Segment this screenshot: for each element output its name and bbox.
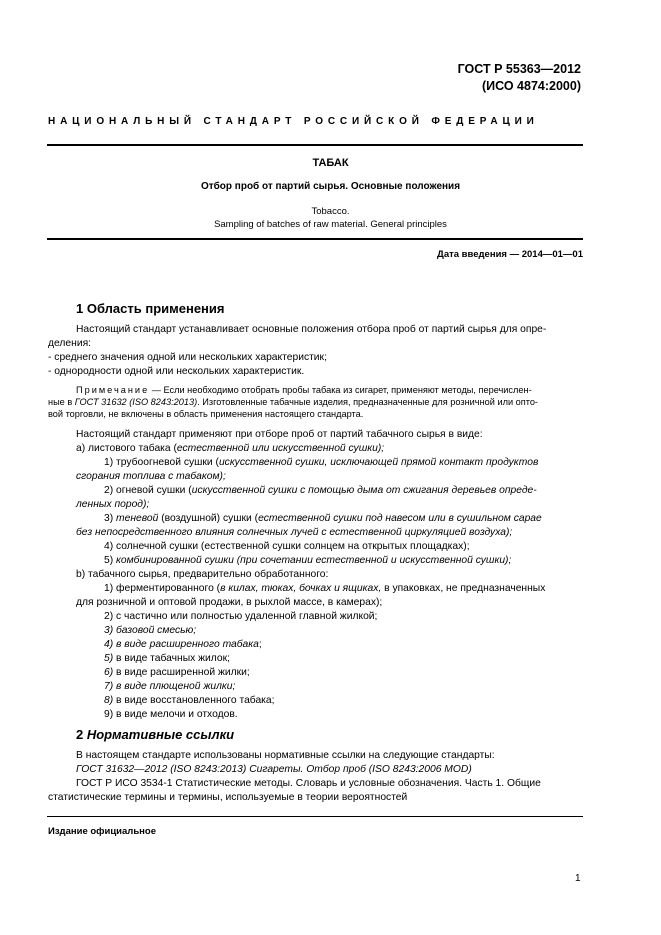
list-item-b1-cont: для розничной и оптовой продажи, в рыхлой массе, в камерах);	[76, 597, 383, 608]
list-item-b1: 1) ферментированного (в килах, тюках, бочках и ящиках, в упаковках, не предназначенных	[104, 583, 546, 594]
section1-heading: 1 Область применения	[76, 301, 225, 316]
document-title: ТАБАК	[312, 157, 349, 169]
list-item-b7: 7) в виде плющеной жилки;	[104, 681, 236, 692]
edition-label: Издание официальное	[48, 826, 156, 837]
page-number: 1	[575, 873, 581, 884]
list-item-a2: 2) огневой сушки (искусственной сушки с помощью дыма от сжигания деревьев опреде-	[104, 485, 537, 496]
note-label: Примечание	[76, 385, 150, 395]
list-item-a1-cont: сгорания топлива с табаком);	[76, 471, 226, 482]
english-title-line1: Tobacco.	[311, 206, 350, 217]
list-item-a5: 5) комбинированной сушки (при сочетании естественной и искусственной сушки);	[104, 555, 512, 566]
list-item-a3: 3) теневой (воздушной) сушки (естественной сушки под навесом или в сушильном сарае	[104, 513, 542, 524]
iso-number: (ИСО 4874:2000)	[482, 79, 581, 93]
note-line1: Примечание — Если необходимо отобрать пробы табака из сигарет, применяют методы, перечислен-	[76, 385, 532, 395]
normative-ref-iso-3534: ГОСТ Р ИСО 3534-1 Статистические методы. Словарь и условные обозначения. Часть 1. Общие	[76, 778, 541, 789]
section1-bullet1: - среднего значения одной или нескольких характеристик;	[48, 352, 327, 363]
section2-heading: 2 Нормативные ссылки	[76, 727, 235, 742]
document-subtitle: Отбор проб от партий сырья. Основные положения	[200, 181, 461, 192]
list-item-b: b) табачного сырья, предварительно обработанного:	[76, 569, 329, 580]
gost-number: ГОСТ Р 55363—2012	[457, 62, 581, 76]
section1-intro-line2: деления:	[48, 338, 92, 349]
national-standard-heading: НАЦИОНАЛЬНЫЙ СТАНДАРТ РОССИЙСКОЙ ФЕДЕРАЦИИ	[48, 116, 539, 127]
footer-rule	[47, 816, 583, 817]
title-rule	[47, 238, 583, 240]
note-line2: ные в ГОСТ 31632 (ISO 8243:2013). Изготовленные табачные изделия, предназначенные для розничной или опто-	[48, 397, 538, 407]
apply-line: Настоящий стандарт применяют при отборе проб от партий табачного сырья в виде:	[76, 429, 483, 440]
list-item-b9: 9) в виде мелочи и отходов.	[104, 709, 238, 720]
list-item-a1: 1) трубоогневой сушки (искусственной сушки, исключающей прямой контакт продуктов	[104, 457, 539, 468]
list-item-b6: 6) в виде расширенной жилки;	[104, 667, 250, 678]
list-item-b8: 8) в виде восстановленного табака;	[104, 695, 275, 706]
effective-date: Дата введения — 2014—01—01	[437, 249, 583, 260]
section1-intro-line1: Настоящий стандарт устанавливает основные положения отбора проб от партий сырья для опре-	[76, 324, 547, 335]
note-reference: ГОСТ 31632 (ISO 8243:2013)	[74, 397, 198, 407]
section2-intro: В настоящем стандарте использованы нормативные ссылки на следующие стандарты:	[76, 750, 495, 761]
note-line3: вой торговли, не включены в область применения настоящего стандарта.	[48, 409, 364, 419]
list-item-a: а) листового табака (естественной или искусственной сушки);	[76, 443, 385, 454]
list-item-a3-cont: без непосредственного влияния солнечных лучей с естественной циркуляцией воздуха);	[76, 527, 513, 538]
section1-bullet2: - однородности одной или нескольких характеристик.	[48, 366, 305, 377]
english-title-line2: Sampling of batches of raw material. General principles	[214, 219, 447, 230]
normative-ref-gost-31632: ГОСТ 31632—2012 (ISO 8243:2013) Сигареты. Отбор проб (ISO 8243:2006 MOD)	[76, 764, 472, 775]
list-item-a2-cont: ленных пород);	[76, 499, 150, 510]
list-item-b5: 5) в виде табачных жилок;	[104, 653, 230, 664]
list-item-b2: 2) с частично или полностью удаленной главной жилкой;	[104, 611, 378, 622]
list-item-b4: 4) в виде расширенного табака;	[104, 639, 262, 650]
top-rule	[47, 144, 583, 146]
normative-ref-iso-3534-cont: статистические термины и термины, используемые в теории вероятностей	[48, 792, 408, 803]
list-item-a4: 4) солнечной сушки (естественной сушки солнцем на открытых площадках);	[104, 541, 470, 552]
list-item-b3: 3) базовой смесью;	[104, 625, 197, 636]
